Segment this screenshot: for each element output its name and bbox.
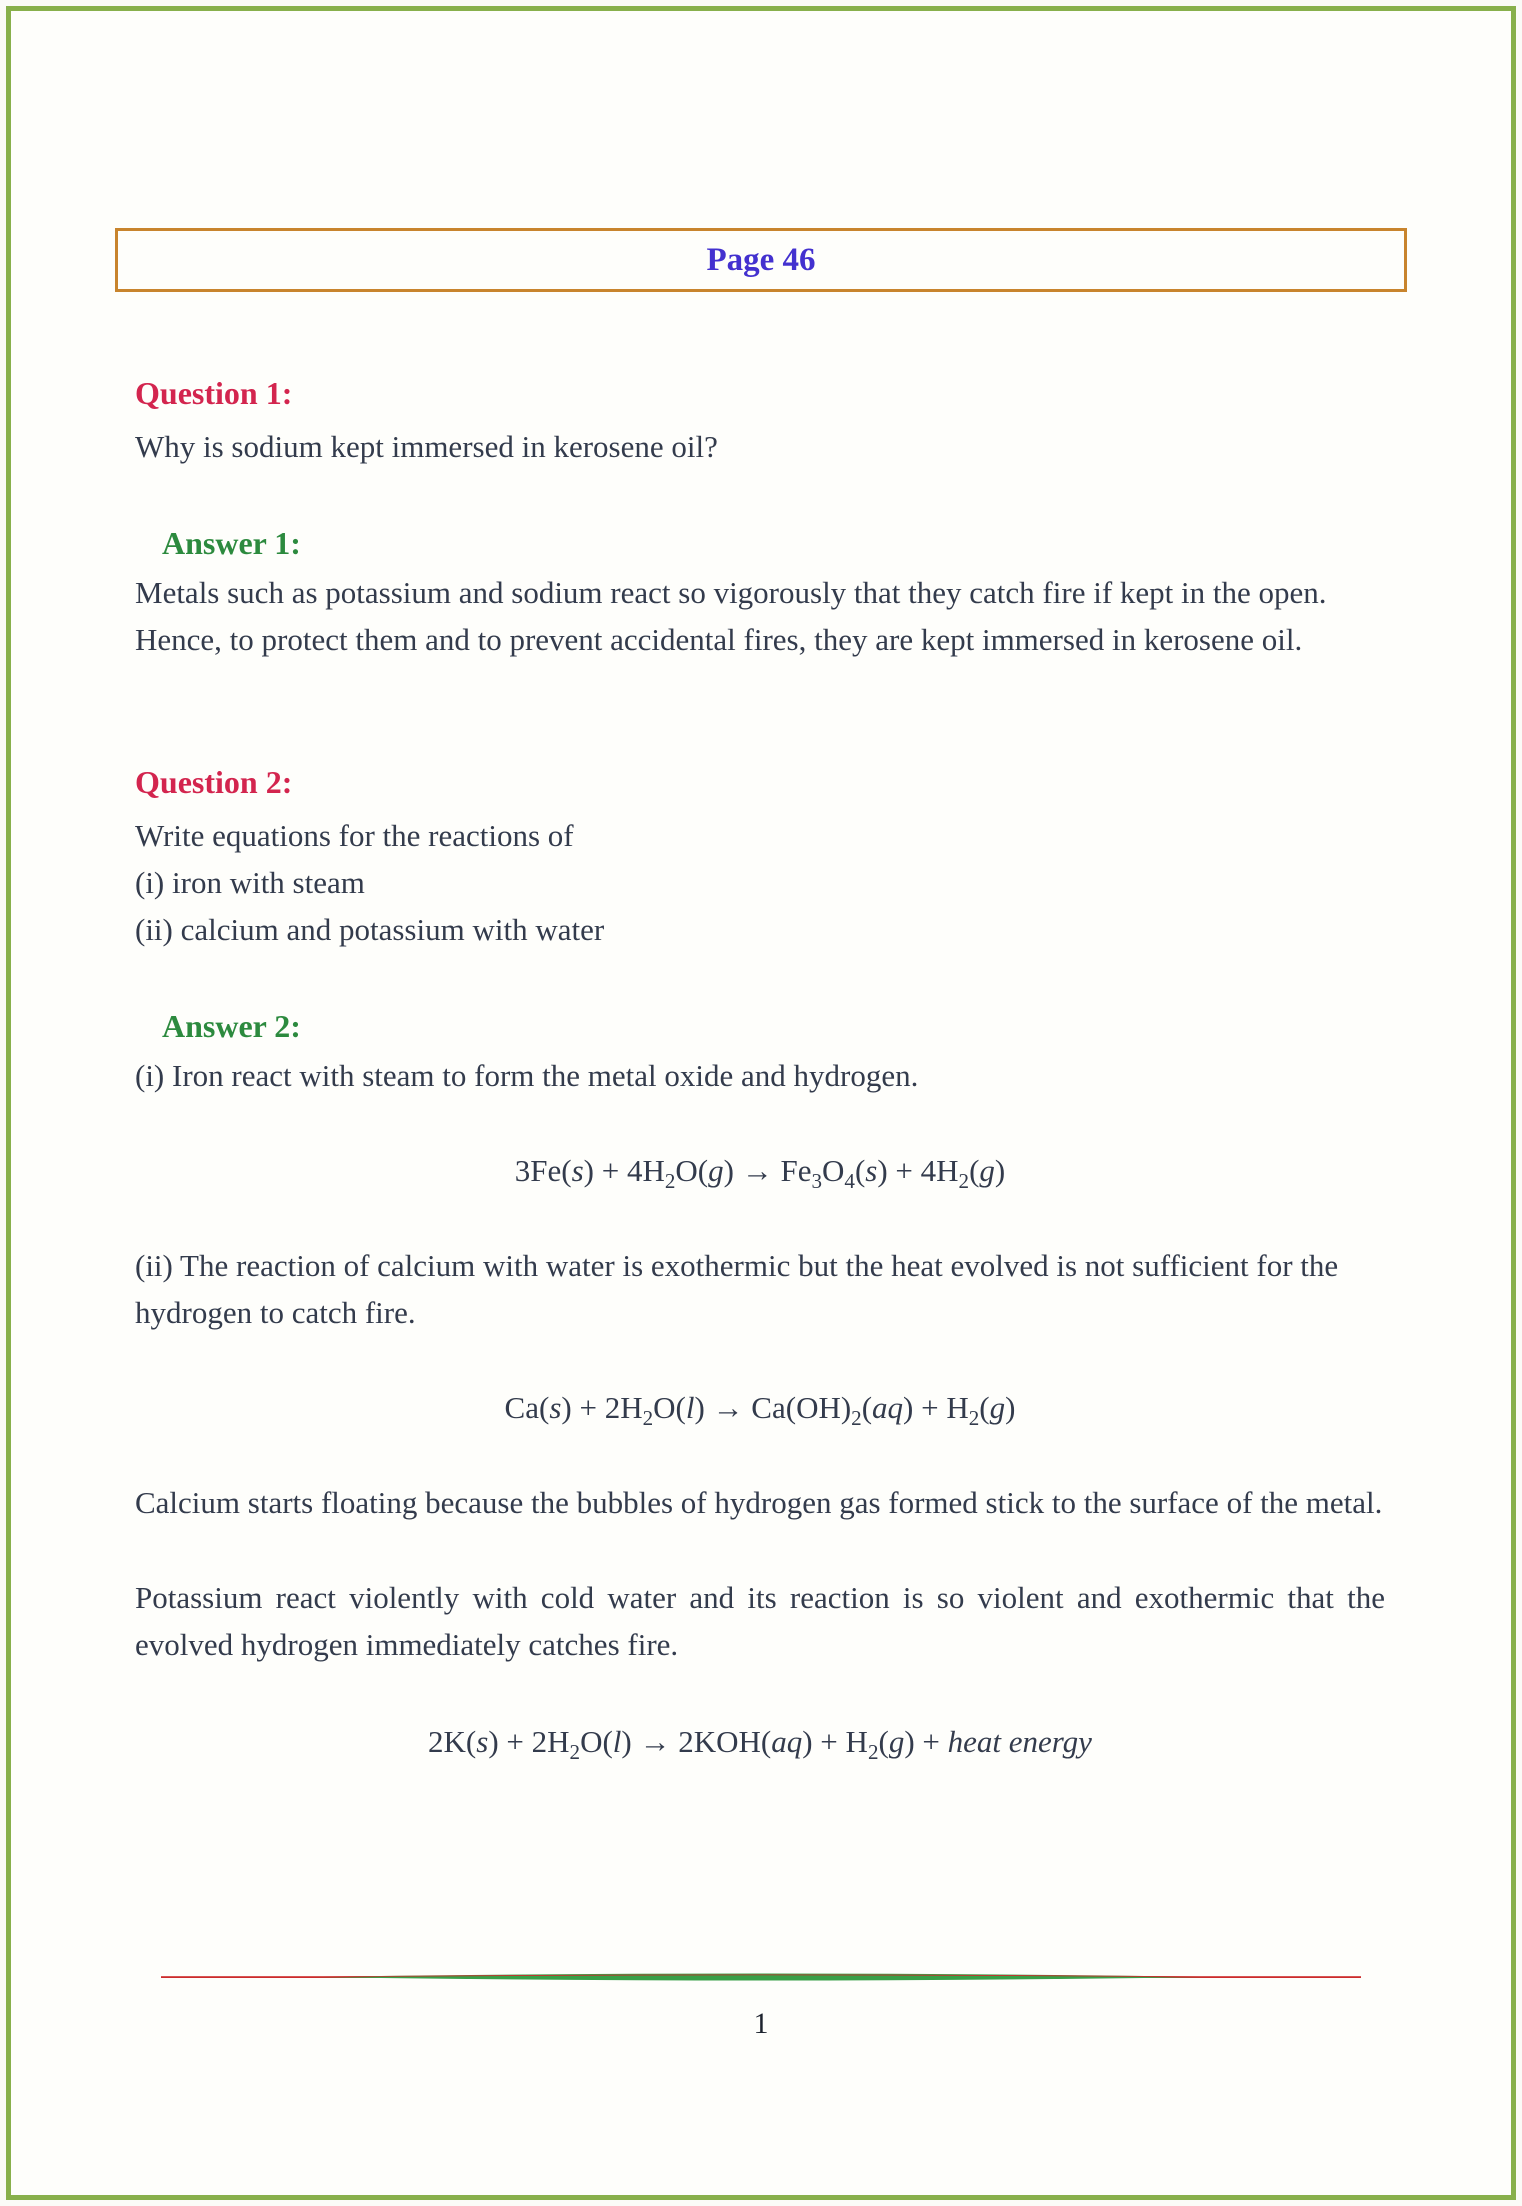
equation-potassium-water: $2K(s) + 2H_2O(l) \to 2KOH(aq) + H_2(g)$ + heat energy (428, 1724, 1092, 1765)
question-1-text: Why is sodium kept immersed in kerosene oil? (135, 429, 718, 464)
question-1-heading: Question 1: (135, 375, 293, 411)
page-number: 1 (753, 2007, 769, 2040)
answer-2-paragraph-4: Potassium react violently with cold water and its reaction is so violent and exothermic that the evolved hydrogen immediately catches fire. (135, 1580, 1385, 1662)
answer-2-paragraph-2: (ii) The reaction of calcium with water is exothermic but the heat evolved is not sufficient for the hydrogen to catch fire. (135, 1248, 1339, 1330)
question-2-item-1: (i) iron with steam (135, 865, 365, 900)
question-2-intro: Write equations for the reactions of (135, 818, 574, 853)
page-header-box (115, 228, 1407, 292)
divider-ornament-icon (161, 1972, 1361, 1982)
answer-2-paragraph-1: (i) Iron react with steam to form the metal oxide and hydrogen. (135, 1058, 919, 1093)
answer-2-paragraph-3: Calcium starts floating because the bubbles of hydrogen gas formed stick to the surface of the metal. (135, 1485, 1383, 1520)
document-page (6, 6, 1516, 2200)
answer-2-heading: Answer 2: (162, 1008, 301, 1044)
answer-1-heading: Answer 1: (162, 525, 301, 561)
question-2-item-2: (ii) calcium and potassium with water (135, 912, 605, 947)
footer-divider (11, 1972, 1511, 1982)
page-header-title: Page 46 (706, 241, 816, 278)
page-content (11, 370, 1511, 1765)
equation-calcium-water: $Ca(s) + 2H_2O(l) \to Ca(OH)_2(aq) + H_2(g)$ (504, 1390, 1016, 1431)
answer-1-text: Metals such as potassium and sodium react so vigorously that they catch fire if kept in the open. Hence, to protect them and to prevent accidental fires, they are kept immersed in kerosene oil. (135, 575, 1327, 657)
equation-iron-steam: $3Fe(s) + 4H_2O(g) \to Fe_3O_4(s) + 4H_2(g)$ (514, 1153, 1006, 1194)
question-2-heading: Question 2: (135, 764, 293, 800)
